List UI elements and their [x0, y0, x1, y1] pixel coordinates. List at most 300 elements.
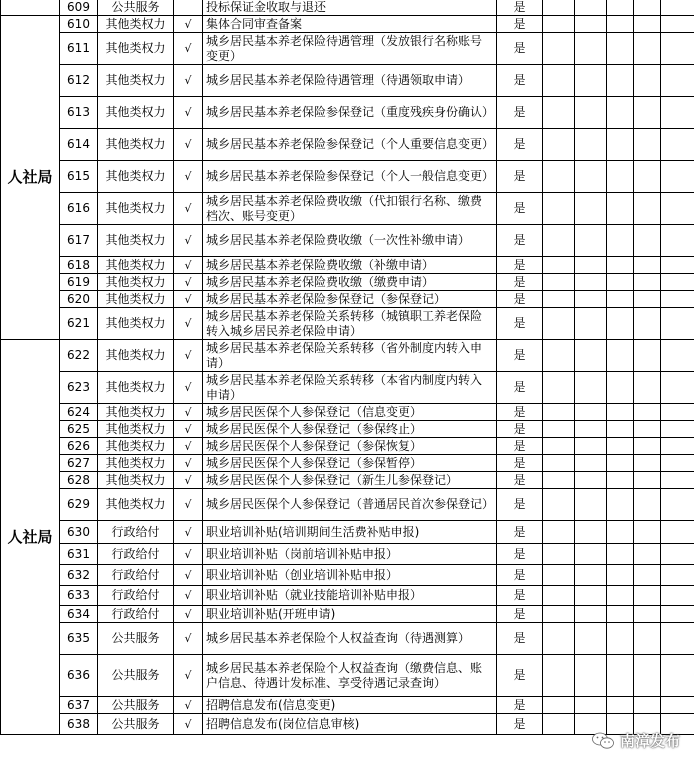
power-type: 其他类权力	[98, 308, 174, 340]
item-name: 城乡居民基本养老保险参保登记（个人重要信息变更）	[203, 129, 497, 161]
table-row	[1, 472, 694, 489]
table-row	[1, 291, 694, 308]
item-name: 城乡居民医保个人参保登记（新生儿参保登记）	[203, 472, 497, 489]
empty-cell	[575, 33, 607, 65]
power-type: 其他类权力	[98, 291, 174, 308]
empty-cell	[634, 97, 661, 129]
empty-cell	[634, 623, 661, 655]
table-row	[1, 438, 694, 455]
empty-cell	[607, 274, 634, 291]
empty-cell	[634, 65, 661, 97]
yes-cell: 是	[497, 97, 543, 129]
row-number: 631	[60, 544, 98, 565]
empty-cell	[575, 161, 607, 193]
empty-cell	[575, 372, 607, 404]
yes-cell: 是	[497, 308, 543, 340]
yes-cell: 是	[497, 421, 543, 438]
empty-cell	[634, 257, 661, 274]
item-name: 职业培训补贴（就业技能培训补贴申报）	[203, 586, 497, 606]
row-number: 612	[60, 65, 98, 97]
empty-cell	[661, 65, 694, 97]
item-name: 职业培训补贴（创业培训补贴申报）	[203, 565, 497, 586]
empty-cell	[607, 455, 634, 472]
empty-cell	[607, 225, 634, 257]
check-mark: √	[174, 586, 203, 606]
empty-cell	[575, 340, 607, 372]
row-number: 620	[60, 291, 98, 308]
empty-cell	[575, 274, 607, 291]
empty-cell	[575, 472, 607, 489]
check-mark: √	[174, 521, 203, 544]
check-mark: √	[174, 129, 203, 161]
empty-cell	[661, 565, 694, 586]
empty-cell	[634, 655, 661, 697]
table-row	[1, 544, 694, 565]
empty-cell	[634, 586, 661, 606]
check-mark: √	[174, 372, 203, 404]
watermark	[592, 730, 680, 751]
item-name: 城乡居民基本养老保险费收缴（一次性补缴申请）	[203, 225, 497, 257]
watermark-text: 南漳发布	[619, 732, 680, 750]
power-type: 其他类权力	[98, 404, 174, 421]
empty-cell	[543, 340, 575, 372]
table-row	[1, 714, 694, 735]
empty-cell	[607, 16, 634, 33]
empty-cell	[575, 565, 607, 586]
table-row	[1, 257, 694, 274]
row-number: 610	[60, 16, 98, 33]
power-type: 其他类权力	[98, 129, 174, 161]
table-row	[1, 97, 694, 129]
empty-cell	[607, 129, 634, 161]
check-mark: √	[174, 193, 203, 225]
yes-cell: 是	[497, 521, 543, 544]
table-row	[1, 421, 694, 438]
empty-cell	[575, 97, 607, 129]
check-mark: √	[174, 489, 203, 521]
item-name: 城乡居民基本养老保险参保登记（个人一般信息变更）	[203, 161, 497, 193]
item-name: 集体合同审查备案	[203, 16, 497, 33]
empty-cell	[543, 455, 575, 472]
empty-cell	[575, 544, 607, 565]
yes-cell: 是	[497, 489, 543, 521]
table-row	[1, 33, 694, 65]
empty-cell	[661, 97, 694, 129]
check-mark: √	[174, 291, 203, 308]
row-number: 611	[60, 33, 98, 65]
empty-cell	[634, 421, 661, 438]
empty-cell	[607, 606, 634, 623]
check-mark: √	[174, 623, 203, 655]
empty-cell	[661, 438, 694, 455]
empty-cell	[575, 455, 607, 472]
check-mark: √	[174, 97, 203, 129]
empty-cell	[634, 308, 661, 340]
table-row	[1, 0, 694, 16]
item-name: 城乡居民基本养老保险参保登记（重度残疾身份确认）	[203, 97, 497, 129]
power-type: 其他类权力	[98, 33, 174, 65]
yes-cell: 是	[497, 655, 543, 697]
empty-cell	[634, 274, 661, 291]
table-row	[1, 521, 694, 544]
yes-cell: 是	[497, 544, 543, 565]
power-type: 行政给付	[98, 544, 174, 565]
item-name: 城乡居民基本养老保险个人权益查询（缴费信息、账户信息、待遇计发标准、享受待遇记录查询）	[203, 655, 497, 697]
empty-cell	[661, 606, 694, 623]
empty-cell	[543, 161, 575, 193]
check-mark: √	[174, 655, 203, 697]
table-row	[1, 274, 694, 291]
empty-cell	[661, 33, 694, 65]
empty-cell	[661, 274, 694, 291]
empty-cell	[543, 33, 575, 65]
item-name: 城乡居民医保个人参保登记（参保终止）	[203, 421, 497, 438]
empty-cell	[575, 697, 607, 714]
power-type: 其他类权力	[98, 372, 174, 404]
empty-cell	[661, 455, 694, 472]
table-row	[1, 372, 694, 404]
empty-cell	[607, 308, 634, 340]
empty-cell	[543, 404, 575, 421]
row-number: 638	[60, 714, 98, 735]
power-type: 公共服务	[98, 623, 174, 655]
empty-cell	[634, 472, 661, 489]
row-number: 629	[60, 489, 98, 521]
power-type: 其他类权力	[98, 65, 174, 97]
empty-cell	[543, 565, 575, 586]
row-number: 615	[60, 161, 98, 193]
empty-cell	[575, 404, 607, 421]
check-mark: √	[174, 544, 203, 565]
row-number: 637	[60, 697, 98, 714]
yes-cell: 是	[497, 372, 543, 404]
row-number: 613	[60, 97, 98, 129]
empty-cell	[661, 308, 694, 340]
yes-cell: 是	[497, 586, 543, 606]
table-row	[1, 129, 694, 161]
empty-cell	[543, 421, 575, 438]
yes-cell: 是	[497, 161, 543, 193]
empty-cell	[607, 472, 634, 489]
row-number: 617	[60, 225, 98, 257]
table-row	[1, 606, 694, 623]
item-name: 城乡居民医保个人参保登记（参保暂停）	[203, 455, 497, 472]
yes-cell: 是	[497, 193, 543, 225]
empty-cell	[543, 193, 575, 225]
check-mark: √	[174, 404, 203, 421]
empty-cell	[661, 193, 694, 225]
table-row	[1, 193, 694, 225]
empty-cell	[607, 97, 634, 129]
table-row	[1, 404, 694, 421]
item-name: 城乡居民基本养老保险费收缴（缴费申请）	[203, 274, 497, 291]
empty-cell	[661, 225, 694, 257]
table-row	[1, 161, 694, 193]
row-number: 624	[60, 404, 98, 421]
yes-cell: 是	[497, 455, 543, 472]
empty-cell	[661, 291, 694, 308]
check-mark: √	[174, 421, 203, 438]
power-type: 公共服务	[98, 0, 174, 16]
empty-cell	[607, 489, 634, 521]
department-cell: 人社局	[1, 340, 60, 735]
empty-cell	[661, 623, 694, 655]
table-row	[1, 565, 694, 586]
table-row	[1, 489, 694, 521]
empty-cell	[661, 544, 694, 565]
power-type: 其他类权力	[98, 340, 174, 372]
yes-cell: 是	[497, 565, 543, 586]
yes-cell: 是	[497, 291, 543, 308]
empty-cell	[543, 274, 575, 291]
row-number: 621	[60, 308, 98, 340]
empty-cell	[634, 521, 661, 544]
empty-cell	[543, 0, 575, 16]
power-type: 公共服务	[98, 697, 174, 714]
empty-cell	[575, 655, 607, 697]
empty-cell	[661, 340, 694, 372]
check-mark: √	[174, 225, 203, 257]
check-mark: √	[174, 455, 203, 472]
row-number: 633	[60, 586, 98, 606]
empty-cell	[543, 586, 575, 606]
yes-cell: 是	[497, 472, 543, 489]
item-name: 城乡居民基本养老保险参保登记（参保登记）	[203, 291, 497, 308]
power-type: 其他类权力	[98, 225, 174, 257]
yes-cell: 是	[497, 274, 543, 291]
check-mark: √	[174, 714, 203, 735]
empty-cell	[634, 291, 661, 308]
empty-cell	[634, 565, 661, 586]
empty-cell	[575, 489, 607, 521]
empty-cell	[575, 606, 607, 623]
empty-cell	[543, 257, 575, 274]
empty-cell	[543, 65, 575, 97]
check-mark: √	[174, 161, 203, 193]
power-type: 其他类权力	[98, 472, 174, 489]
department-cell	[1, 0, 60, 16]
item-name: 城乡居民基本养老保险待遇管理（待遇领取申请）	[203, 65, 497, 97]
empty-cell	[607, 65, 634, 97]
empty-cell	[607, 161, 634, 193]
empty-cell	[661, 521, 694, 544]
item-name: 招聘信息发布(信息变更)	[203, 697, 497, 714]
row-number: 627	[60, 455, 98, 472]
empty-cell	[607, 544, 634, 565]
empty-cell	[634, 404, 661, 421]
empty-cell	[634, 161, 661, 193]
empty-cell	[661, 372, 694, 404]
check-mark: √	[174, 33, 203, 65]
table-row	[1, 225, 694, 257]
wechat-icon	[592, 732, 614, 750]
empty-cell	[575, 129, 607, 161]
empty-cell	[543, 606, 575, 623]
empty-cell	[575, 257, 607, 274]
empty-cell	[607, 438, 634, 455]
empty-cell	[543, 697, 575, 714]
empty-cell	[661, 129, 694, 161]
table-row	[1, 455, 694, 472]
empty-cell	[634, 455, 661, 472]
check-mark: √	[174, 565, 203, 586]
empty-cell	[543, 489, 575, 521]
empty-cell	[634, 0, 661, 16]
empty-cell	[661, 489, 694, 521]
empty-cell	[543, 291, 575, 308]
check-mark: √	[174, 438, 203, 455]
item-name: 城乡居民基本养老保险关系转移（省外制度内转入申请）	[203, 340, 497, 372]
check-mark: √	[174, 308, 203, 340]
empty-cell	[575, 308, 607, 340]
item-name: 城乡居民基本养老保险费收缴（代扣银行名称、缴费档次、账号变更）	[203, 193, 497, 225]
empty-cell	[634, 129, 661, 161]
power-type: 行政给付	[98, 565, 174, 586]
empty-cell	[575, 521, 607, 544]
empty-cell	[543, 129, 575, 161]
yes-cell: 是	[497, 714, 543, 735]
check-mark: √	[174, 472, 203, 489]
power-type: 行政给付	[98, 521, 174, 544]
row-number: 634	[60, 606, 98, 623]
row-number: 630	[60, 521, 98, 544]
power-type: 公共服务	[98, 655, 174, 697]
empty-cell	[634, 606, 661, 623]
power-type: 其他类权力	[98, 161, 174, 193]
empty-cell	[543, 472, 575, 489]
item-name: 城乡居民医保个人参保登记（普通居民首次参保登记）	[203, 489, 497, 521]
empty-cell	[661, 655, 694, 697]
check-mark: √	[174, 65, 203, 97]
item-name: 职业培训补贴(开班申请)	[203, 606, 497, 623]
power-type: 其他类权力	[98, 438, 174, 455]
power-type: 其他类权力	[98, 455, 174, 472]
item-name: 城乡居民基本养老保险关系转移（本省内制度内转入申请）	[203, 372, 497, 404]
empty-cell	[661, 0, 694, 16]
empty-cell	[607, 404, 634, 421]
item-name: 职业培训补贴（岗前培训补贴申报）	[203, 544, 497, 565]
item-name: 城乡居民医保个人参保登记（信息变更）	[203, 404, 497, 421]
yes-cell: 是	[497, 438, 543, 455]
empty-cell	[661, 421, 694, 438]
empty-cell	[661, 404, 694, 421]
row-number: 609	[60, 0, 98, 16]
empty-cell	[661, 257, 694, 274]
empty-cell	[607, 623, 634, 655]
row-number: 616	[60, 193, 98, 225]
power-type: 其他类权力	[98, 16, 174, 33]
empty-cell	[575, 623, 607, 655]
empty-cell	[607, 655, 634, 697]
check-mark: √	[174, 340, 203, 372]
empty-cell	[607, 421, 634, 438]
empty-cell	[575, 0, 607, 16]
empty-cell	[607, 586, 634, 606]
empty-cell	[634, 697, 661, 714]
power-type: 其他类权力	[98, 257, 174, 274]
yes-cell: 是	[497, 129, 543, 161]
empty-cell	[607, 697, 634, 714]
power-type: 其他类权力	[98, 274, 174, 291]
yes-cell: 是	[497, 16, 543, 33]
table-row	[1, 308, 694, 340]
empty-cell	[607, 565, 634, 586]
empty-cell	[575, 225, 607, 257]
empty-cell	[543, 544, 575, 565]
empty-cell	[661, 697, 694, 714]
empty-cell	[575, 16, 607, 33]
row-number: 636	[60, 655, 98, 697]
row-number: 632	[60, 565, 98, 586]
row-number: 626	[60, 438, 98, 455]
empty-cell	[607, 340, 634, 372]
power-type: 行政给付	[98, 586, 174, 606]
item-name: 职业培训补贴(培训期间生活费补贴申报)	[203, 521, 497, 544]
row-number: 618	[60, 257, 98, 274]
row-number: 625	[60, 421, 98, 438]
empty-cell	[634, 489, 661, 521]
empty-cell	[607, 372, 634, 404]
table-row	[1, 65, 694, 97]
power-type: 其他类权力	[98, 489, 174, 521]
check-mark: √	[174, 257, 203, 274]
item-name: 投标保证金收取与退还	[203, 0, 497, 16]
empty-cell	[634, 225, 661, 257]
empty-cell	[607, 0, 634, 16]
empty-cell	[543, 438, 575, 455]
empty-cell	[575, 586, 607, 606]
empty-cell	[543, 714, 575, 735]
yes-cell: 是	[497, 0, 543, 16]
check-mark: √	[174, 16, 203, 33]
yes-cell: 是	[497, 340, 543, 372]
item-name: 城乡居民基本养老保险待遇管理（发放银行名称账号变更）	[203, 33, 497, 65]
check-mark: √	[174, 697, 203, 714]
empty-cell	[634, 544, 661, 565]
row-number: 614	[60, 129, 98, 161]
empty-cell	[575, 421, 607, 438]
empty-cell	[575, 291, 607, 308]
table-row	[1, 16, 694, 33]
empty-cell	[634, 340, 661, 372]
empty-cell	[661, 586, 694, 606]
row-number: 619	[60, 274, 98, 291]
item-name: 招聘信息发布(岗位信息审核)	[203, 714, 497, 735]
empty-cell	[543, 655, 575, 697]
yes-cell: 是	[497, 606, 543, 623]
power-type: 其他类权力	[98, 193, 174, 225]
empty-cell	[634, 193, 661, 225]
power-type: 其他类权力	[98, 421, 174, 438]
table-row	[1, 697, 694, 714]
empty-cell	[607, 33, 634, 65]
item-name: 城乡居民基本养老保险关系转移（城镇职工养老保险转入城乡居民养老保险申请）	[203, 308, 497, 340]
empty-cell	[543, 308, 575, 340]
table-row	[1, 340, 694, 372]
row-number: 622	[60, 340, 98, 372]
item-name: 城乡居民医保个人参保登记（参保恢复）	[203, 438, 497, 455]
yes-cell: 是	[497, 623, 543, 655]
check-mark	[174, 0, 203, 16]
table-row	[1, 655, 694, 697]
empty-cell	[543, 97, 575, 129]
item-name: 城乡居民基本养老保险费收缴（补缴申请）	[203, 257, 497, 274]
power-type: 公共服务	[98, 714, 174, 735]
power-type: 其他类权力	[98, 97, 174, 129]
empty-cell	[661, 161, 694, 193]
empty-cell	[607, 257, 634, 274]
item-name: 城乡居民基本养老保险个人权益查询（待遇测算）	[203, 623, 497, 655]
